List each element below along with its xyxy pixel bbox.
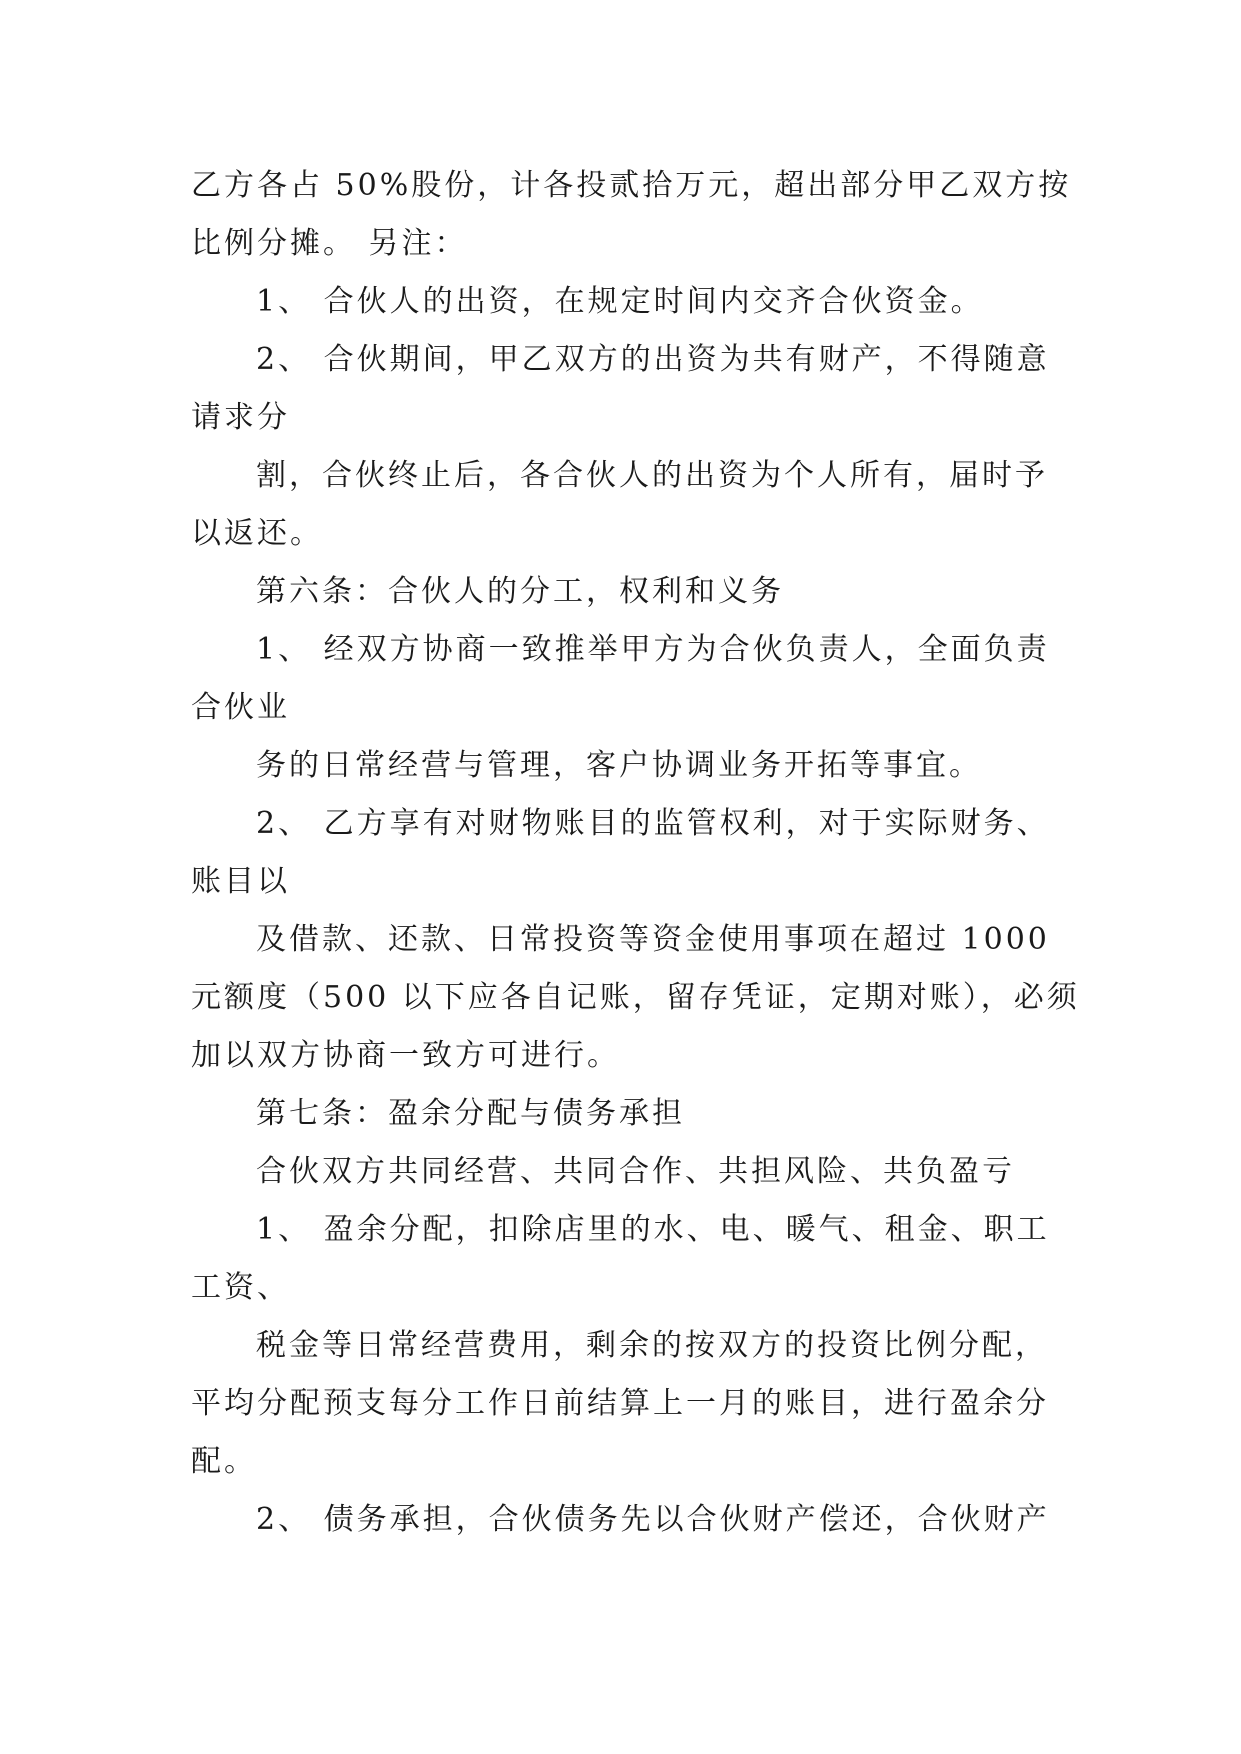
text-line: 乙方各占 50%股份，计各投贰拾万元，超出部分甲乙双方按	[191, 168, 1072, 203]
text-line: 工资、	[191, 1270, 290, 1305]
text-line: 2、 乙方享有对财物账目的监管权利，对于实际财务、	[256, 806, 1050, 841]
text-line: 1、 合伙人的出资，在规定时间内交齐合伙资金。	[256, 284, 984, 319]
text-line: 比例分摊。 另注：	[191, 226, 468, 261]
text-line: 账目以	[191, 864, 290, 899]
text-line: 2、 合伙期间，甲乙双方的出资为共有财产，不得随意	[256, 342, 1050, 377]
text-line: 割，合伙终止后，各合伙人的出资为个人所有，届时予	[256, 458, 1048, 493]
text-line: 平均分配预支每分工作日前结算上一月的账目，进行盈余分	[191, 1386, 1049, 1421]
text-line: 配。	[191, 1444, 257, 1479]
text-line: 务的日常经营与管理，客户协调业务开拓等事宜。	[256, 748, 982, 783]
text-line: 1、 盈余分配，扣除店里的水、电、暖气、租金、职工	[256, 1212, 1050, 1247]
section-heading: 第六条：合伙人的分工，权利和义务	[256, 574, 784, 609]
text-line: 元额度（500 以下应各自记账，留存凭证，定期对账），必须	[191, 980, 1080, 1015]
text-line: 合伙业	[191, 690, 290, 725]
text-line: 1、 经双方协商一致推举甲方为合伙负责人，全面负责	[256, 632, 1050, 667]
text-line: 及借款、还款、日常投资等资金使用事项在超过 1000	[256, 922, 1050, 957]
text-line: 合伙双方共同经营、共同合作、共担风险、共负盈亏	[256, 1154, 1015, 1189]
text-line: 税金等日常经营费用，剩余的按双方的投资比例分配，	[256, 1328, 1048, 1363]
text-line: 2、 债务承担，合伙债务先以合伙财产偿还，合伙财产	[256, 1502, 1050, 1537]
text-line: 以返还。	[191, 516, 323, 551]
text-line: 加以双方协商一致方可进行。	[191, 1038, 620, 1073]
text-line: 请求分	[191, 400, 290, 435]
section-heading: 第七条：盈余分配与债务承担	[256, 1096, 685, 1131]
